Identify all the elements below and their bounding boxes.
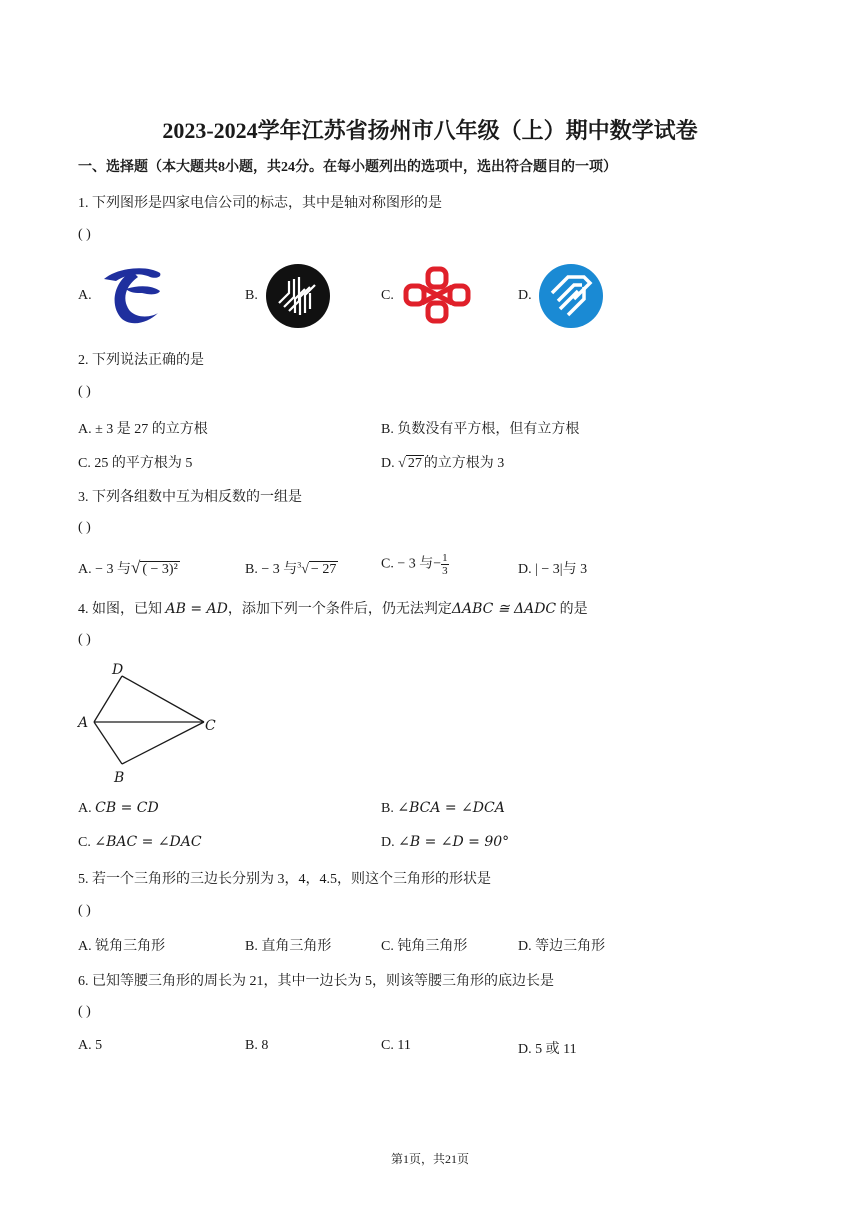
- page-footer: 第1页，共21页: [390, 1152, 469, 1166]
- question-4-stem: 4. 如图，已知 AB = AD，添加下列一个条件后，仍无法判定ΔABC ≅ ΔADC 的是: [78, 601, 588, 617]
- china-unicom-knot-logo-icon: [398, 263, 476, 327]
- q5-option-a: A. 锐角三角形: [78, 939, 166, 954]
- option-label: A.: [78, 288, 92, 303]
- q2-option-c: C. 25 的平方根为 5: [78, 456, 193, 471]
- segment-dc: [122, 676, 204, 722]
- china-mobile-logo-icon: [538, 263, 604, 329]
- q3-option-b: B. − 3 与$^3$√ − 27: [245, 560, 337, 577]
- segment-bc: [122, 722, 204, 764]
- section-heading: 一、选择题（本大题共8小题，共24分。在每小题列出的选项中，选出符合题目的一项）: [78, 160, 617, 175]
- q2-option-a: A. ± 3 是 27 的立方根: [78, 422, 208, 437]
- q4-option-c: C. ∠BAC = ∠DAC: [78, 834, 202, 850]
- striped-circle-logo-icon: [265, 263, 331, 329]
- point-a-label: A: [78, 715, 89, 731]
- question-1-stem: 1. 下列图形是四家电信公司的标志，其中是轴对称图形的是: [78, 196, 442, 211]
- root-index: 3: [297, 560, 302, 570]
- segment-ab: [94, 722, 122, 764]
- china-telecom-logo-icon: [98, 263, 166, 327]
- point-c-label: C: [205, 718, 216, 734]
- q3-option-c: C. − 3 与− $\frac{1}{3}$: [381, 552, 448, 577]
- point-b-label: B: [114, 770, 125, 786]
- answer-bracket: ( ): [78, 632, 91, 647]
- radicand: 27: [407, 456, 422, 471]
- triangle-figure: [76, 658, 226, 788]
- q5-option-c: C. 钝角三角形: [381, 939, 468, 954]
- q4-option-a: A. CB = CD: [78, 800, 159, 816]
- answer-bracket: ( ): [78, 903, 91, 918]
- question-3-stem: 3. 下列各组数中互为相反数的一组是: [78, 490, 302, 505]
- q5-option-d: D. 等边三角形: [518, 939, 606, 954]
- segment-ad: [94, 676, 122, 722]
- q6-option-b: B. 8: [245, 1038, 269, 1053]
- question-5-stem: 5. 若一个三角形的三边长分别为 3，4，4.5，则这个三角形的形状是: [78, 872, 491, 887]
- answer-bracket: ( ): [78, 227, 91, 242]
- q6-option-c: C. 11: [381, 1038, 411, 1053]
- q3-option-d: D. | − 3|与 3: [518, 562, 588, 577]
- option-label: B.: [245, 288, 258, 303]
- q6-option-a: A. 5: [78, 1038, 103, 1053]
- answer-bracket: ( ): [78, 384, 91, 399]
- q3-option-a: A. − 3 与√ ( − 3)²: [78, 558, 178, 577]
- option-label: D.: [518, 288, 532, 303]
- q6-option-d: D. 5 或 11: [518, 1042, 577, 1057]
- page-title: 2023-2024学年江苏省扬州市八年级（上）期中数学试卷: [162, 118, 698, 143]
- radicand: − 27: [310, 562, 337, 577]
- question-6-stem: 6. 已知等腰三角形的周长为 21，其中一边长为 5，则该等腰三角形的底边长是: [78, 974, 554, 989]
- q4-option-b: B. ∠BCA = ∠DCA: [381, 800, 505, 816]
- q5-option-b: B. 直角三角形: [245, 939, 332, 954]
- option-label: C.: [381, 288, 394, 303]
- point-d-label: D: [112, 662, 124, 678]
- q2-option-b: B. 负数没有平方根，但有立方根: [381, 422, 580, 437]
- fraction: $\frac{1}{3}$: [442, 552, 448, 577]
- radicand: ( − 3)²: [142, 562, 178, 577]
- q4-option-d: D. ∠B = ∠D = 90°: [381, 834, 510, 850]
- answer-bracket: ( ): [78, 520, 91, 535]
- q2-option-d: D. √ 27 的立方根为 3: [381, 456, 505, 471]
- question-2-stem: 2. 下列说法正确的是: [78, 353, 204, 368]
- answer-bracket: ( ): [78, 1004, 91, 1019]
